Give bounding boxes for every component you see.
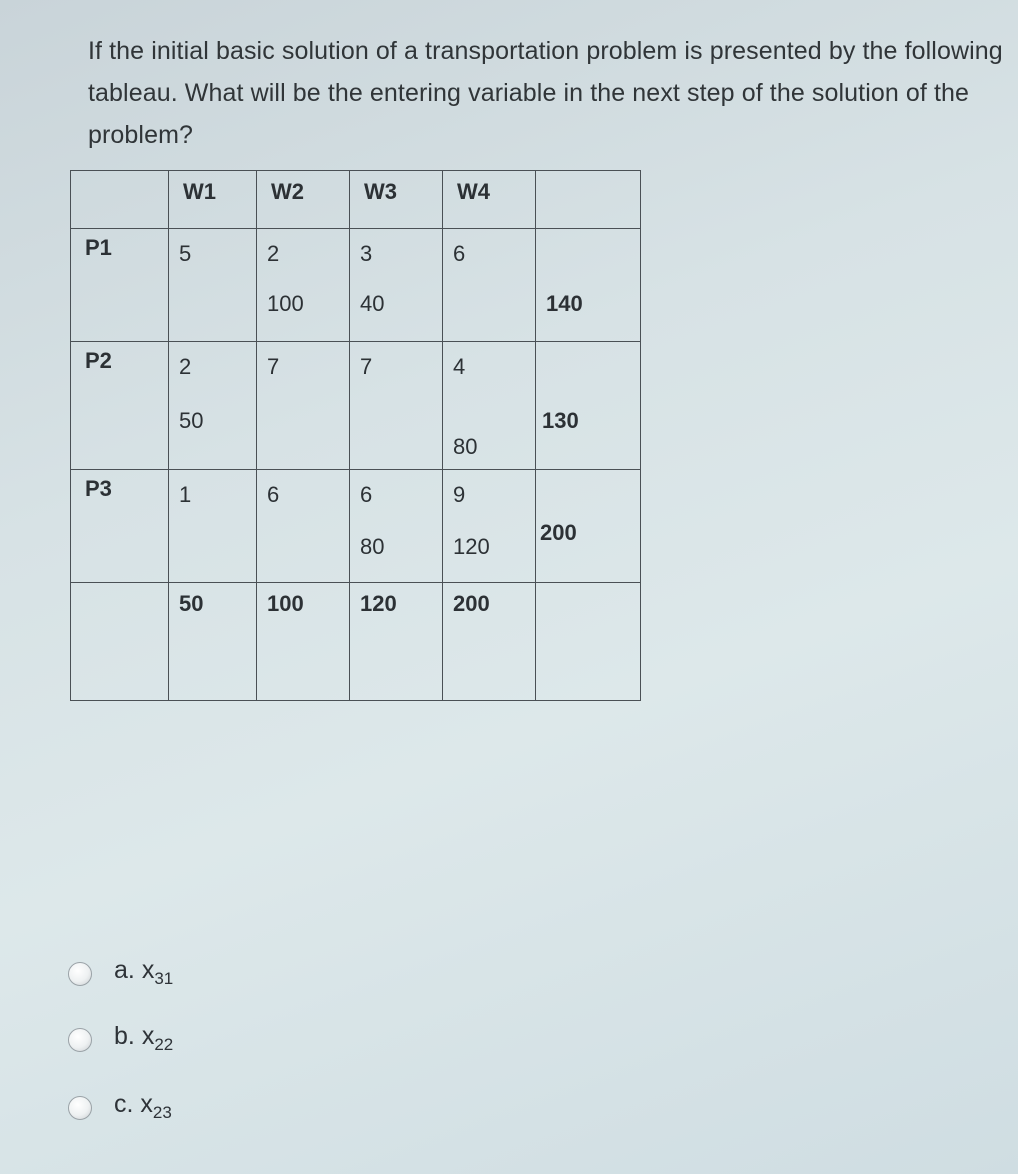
cost-p2-w3: 7 xyxy=(360,354,373,379)
table-row-p1 xyxy=(71,229,641,342)
question-text: If the initial basic solution of a transportation problem is presented by the following tableau. What will be the entering variable in the next step of the solution of the problem? xyxy=(88,37,1003,149)
radio-button-a[interactable] xyxy=(68,962,92,986)
cost-p1-w3: 3 xyxy=(360,241,373,266)
corner-cell xyxy=(71,171,169,229)
allocation-p1-w3: 40 xyxy=(360,291,385,316)
allocation-p2-w4: 80 xyxy=(453,434,478,459)
cost-p2-w2: 7 xyxy=(267,354,280,379)
transportation-tableau xyxy=(70,170,641,701)
demand-w3: 120 xyxy=(360,591,397,616)
column-header-w1: W1 xyxy=(183,179,216,204)
cost-p3-w2: 6 xyxy=(267,482,280,507)
cost-p3-w1: 1 xyxy=(179,482,192,507)
header-supply-cell xyxy=(536,171,641,229)
option-b-label: b. $x_{22}$ xyxy=(114,1022,174,1054)
supply-p3: 200 xyxy=(540,520,577,545)
table-row-p3 xyxy=(71,470,641,583)
allocation-p1-w2: 100 xyxy=(267,291,304,316)
row-label-p2: P2 xyxy=(85,348,112,373)
header-row xyxy=(71,171,641,229)
supply-p1: 140 xyxy=(546,291,583,316)
cost-p1-w1: 5 xyxy=(179,241,192,266)
allocation-p3-w3: 80 xyxy=(360,534,385,559)
cost-p2-w1: 2 xyxy=(179,354,192,379)
cost-p1-w2: 2 xyxy=(267,241,280,266)
demand-w2: 100 xyxy=(267,591,304,616)
allocation-p2-w1: 50 xyxy=(179,408,204,433)
allocation-p3-w4: 120 xyxy=(453,534,490,559)
row-label-p3: P3 xyxy=(85,476,112,501)
demand-w1: 50 xyxy=(179,591,204,616)
demand-total-cell xyxy=(536,583,641,701)
demand-label-cell xyxy=(71,583,169,701)
row-label-p1: P1 xyxy=(85,235,112,260)
option-c-label: c. $x_{23}$ xyxy=(114,1090,172,1122)
demand-row xyxy=(71,583,641,701)
supply-p2: 130 xyxy=(542,408,579,433)
option-a[interactable] xyxy=(68,956,268,996)
cost-p3-w3: 6 xyxy=(360,482,373,507)
radio-button-c[interactable] xyxy=(68,1096,92,1120)
column-header-w2: W2 xyxy=(271,179,304,204)
column-header-w3: W3 xyxy=(364,179,397,204)
cost-p3-w4: 9 xyxy=(453,482,466,507)
column-header-w4: W4 xyxy=(457,179,490,204)
option-b[interactable] xyxy=(68,1022,268,1062)
radio-button-b[interactable] xyxy=(68,1028,92,1052)
option-a-label: a. $x_{31}$ xyxy=(114,956,174,988)
cost-p2-w4: 4 xyxy=(453,354,466,379)
cost-p1-w4: 6 xyxy=(453,241,466,266)
table-row-p2 xyxy=(71,342,641,470)
option-c[interactable] xyxy=(68,1090,268,1130)
demand-w4: 200 xyxy=(453,591,490,616)
